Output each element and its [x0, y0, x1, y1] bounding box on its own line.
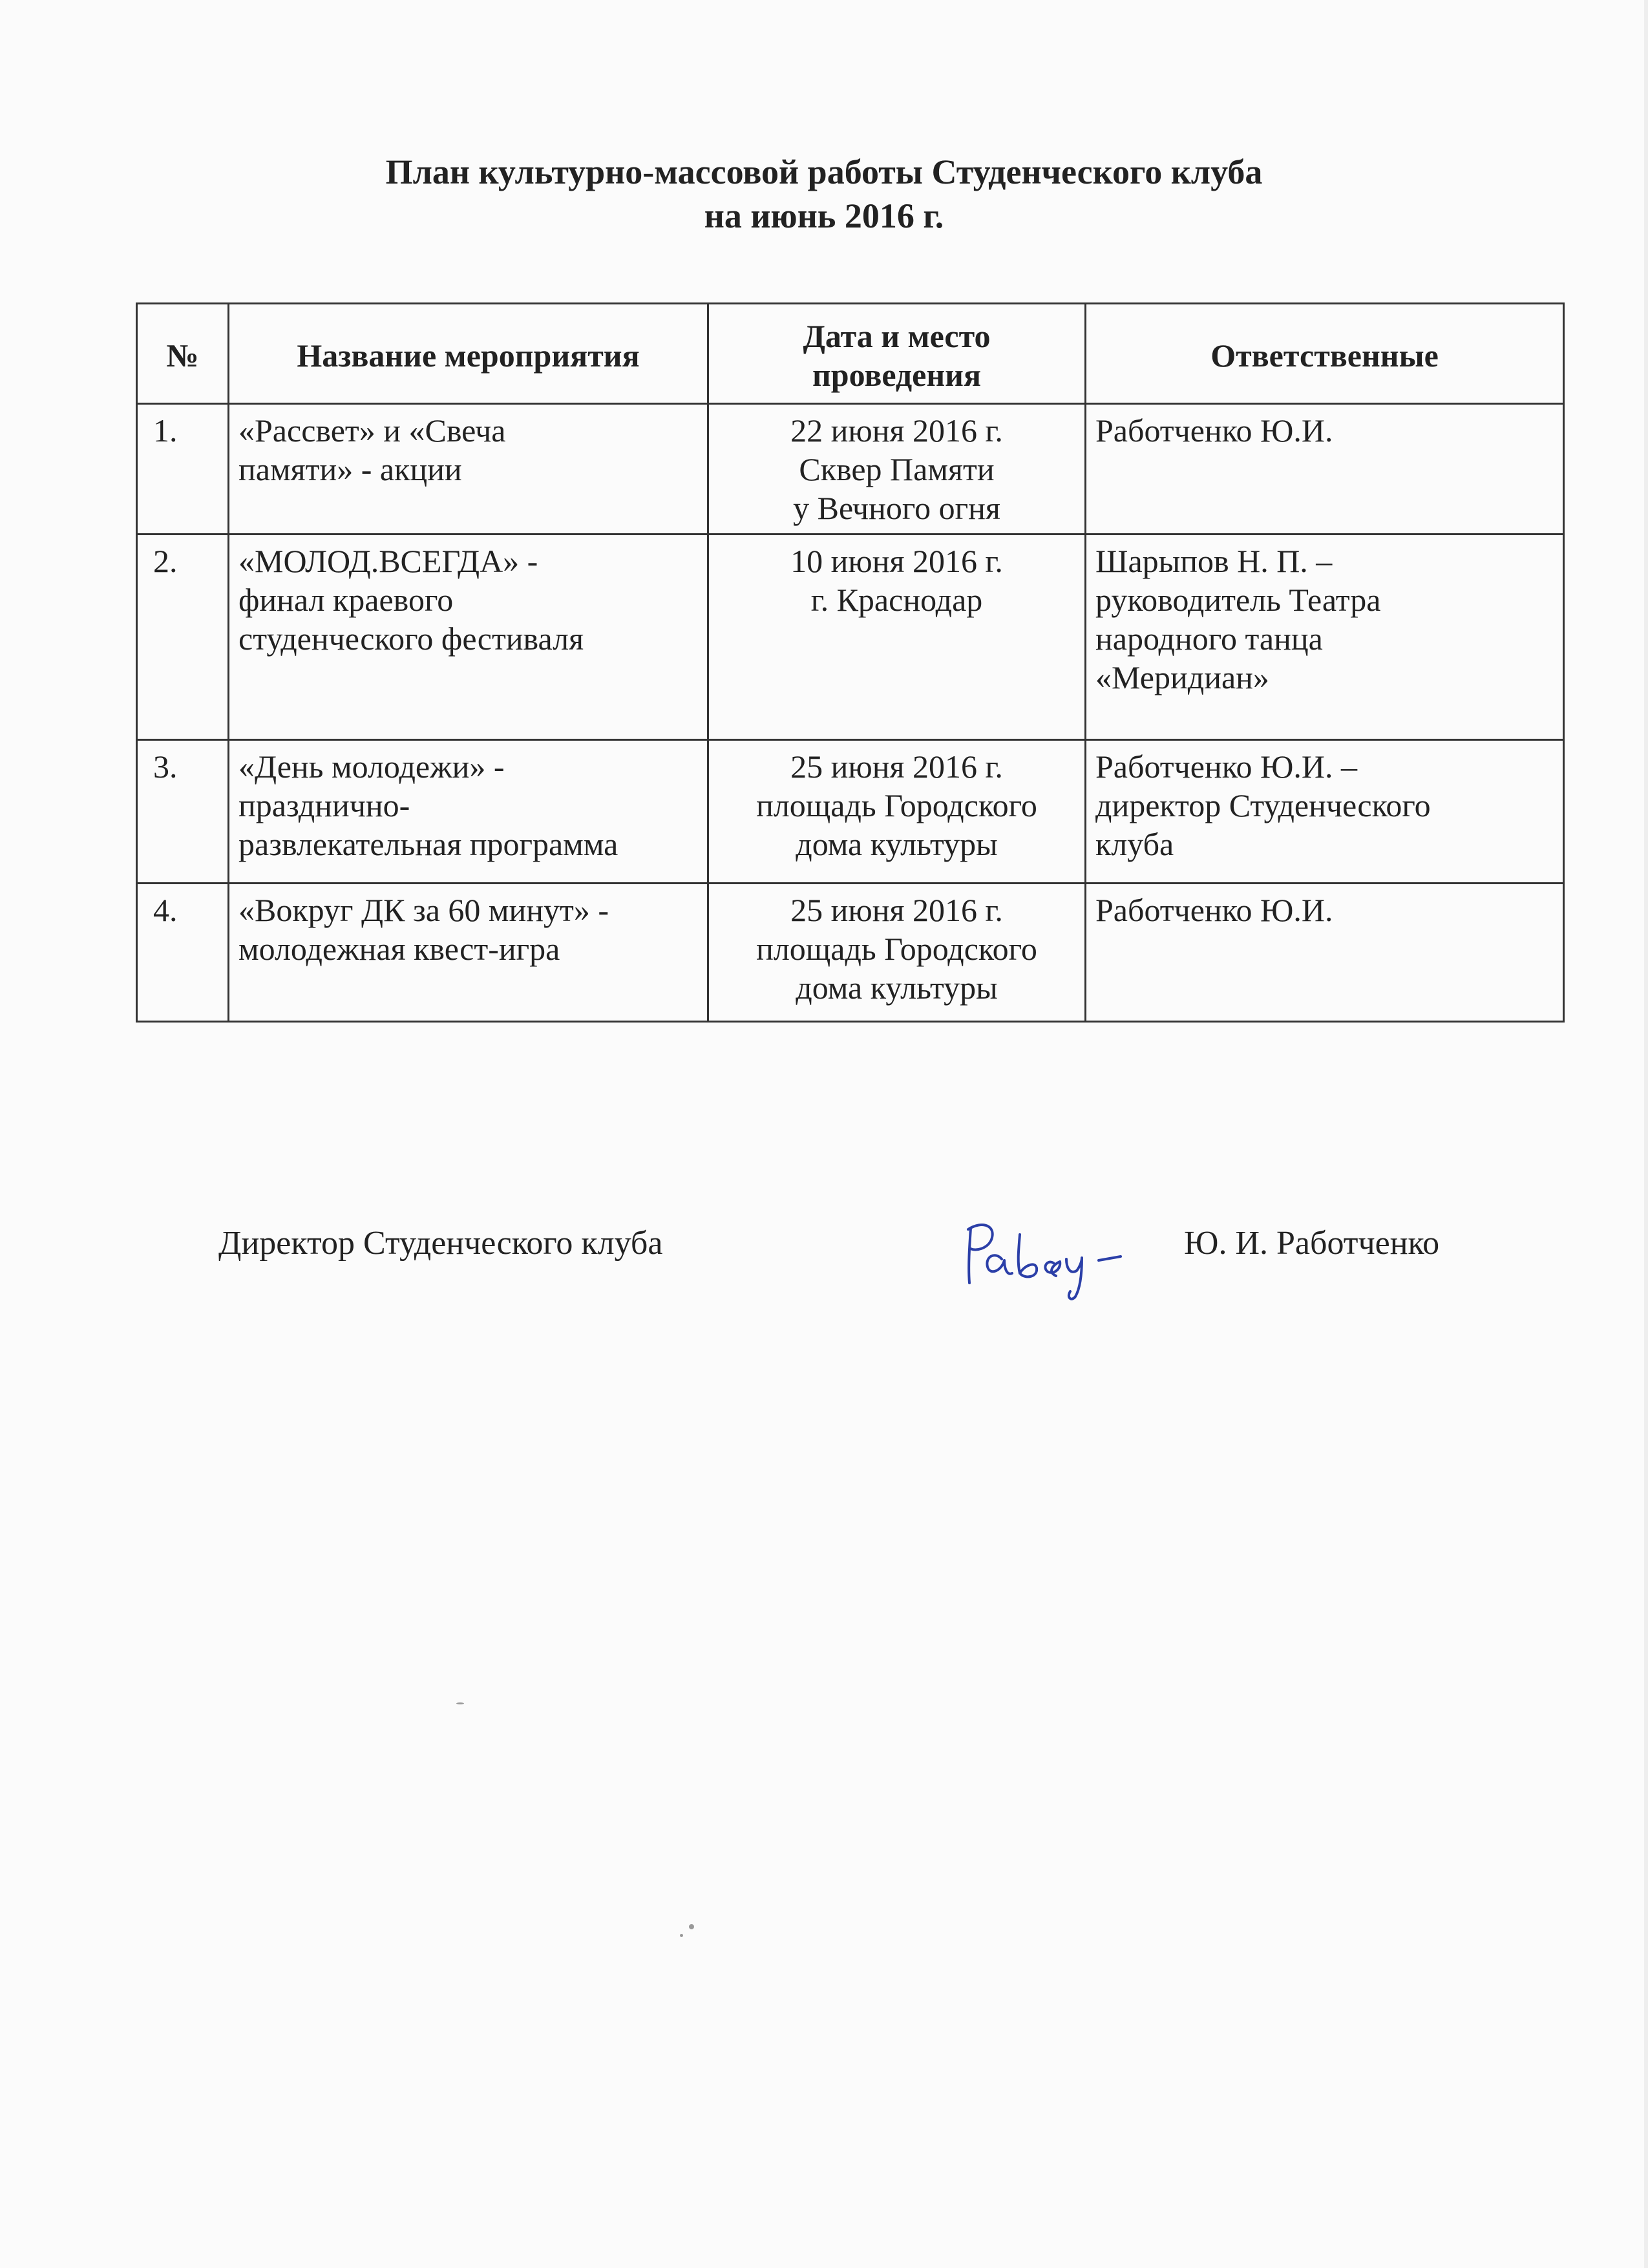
title-line-2: на июнь 2016 г. [704, 196, 944, 235]
event-date-place [708, 404, 1086, 535]
scan-speck [456, 1702, 464, 1704]
handwritten-signature [956, 1209, 1137, 1306]
cell-line: памяти» - акции [238, 451, 462, 487]
cell-line: молодежная квест-игра [238, 931, 560, 967]
event-name [229, 740, 708, 884]
cell-line: Сквер Памяти [799, 451, 995, 487]
event-responsible [1086, 740, 1564, 884]
cell-line: Работченко Ю.И. [1095, 412, 1333, 449]
cell-line: Шарыпов Н. П. – [1095, 543, 1333, 579]
row-number: 1. [137, 404, 229, 535]
header-event-name: Название мероприятия [229, 304, 708, 404]
cell-line: Работченко Ю.И. – [1095, 748, 1357, 785]
signatory-name: Ю. И. Работченко [1184, 1225, 1440, 1262]
header-date-place-line: проведения [812, 357, 982, 393]
cell-line: «МОЛОД.ВСЕГДА» - [238, 543, 538, 579]
cell-line: «День молодежи» - [238, 748, 505, 785]
document-title [0, 150, 1648, 238]
row-number: 4. [137, 884, 229, 1022]
event-date-place [708, 740, 1086, 884]
header-date-place [708, 304, 1086, 404]
signatory-position: Директор Студенческого клуба [218, 1225, 663, 1262]
event-responsible [1086, 884, 1564, 1022]
header-responsible: Ответственные [1086, 304, 1564, 404]
row-number: 2. [137, 535, 229, 740]
cell-line: студенческого фестиваля [238, 620, 584, 657]
cell-line: руководитель Театра [1095, 582, 1381, 618]
cell-line: финал краевого [238, 582, 454, 618]
table-row [137, 884, 1564, 1022]
event-date-place [708, 535, 1086, 740]
cell-line: 22 июня 2016 г. [790, 412, 1003, 449]
event-name [229, 404, 708, 535]
cell-line: «Меридиан» [1095, 659, 1269, 695]
table-header-row [137, 304, 1564, 404]
scan-speck [680, 1934, 683, 1937]
cell-line: у Вечного огня [793, 490, 1000, 526]
cell-line: развлекательная программа [238, 826, 618, 862]
cell-line: 25 июня 2016 г. [790, 748, 1003, 785]
table-row [137, 535, 1564, 740]
cell-line: Работченко Ю.И. [1095, 892, 1333, 928]
cell-line: 25 июня 2016 г. [790, 892, 1003, 928]
table-row [137, 740, 1564, 884]
cell-line: народного танца [1095, 620, 1323, 657]
row-number: 3. [137, 740, 229, 884]
title-line-1: План культурно-массовой работы Студенческого клуба [385, 153, 1263, 191]
scan-speck [689, 1924, 694, 1929]
cell-line: директор Студенческого [1095, 787, 1431, 823]
cell-line: клуба [1095, 826, 1174, 862]
event-name [229, 535, 708, 740]
cell-line: 10 июня 2016 г. [790, 543, 1003, 579]
cell-line: г. Краснодар [810, 582, 983, 618]
cell-line: «Вокруг ДК за 60 минут» - [238, 892, 609, 928]
cell-line: «Рассвет» и «Свеча [238, 412, 506, 449]
cell-line: дома культуры [796, 970, 998, 1006]
event-name [229, 884, 708, 1022]
signature-block [0, 1223, 1648, 1300]
event-responsible [1086, 404, 1564, 535]
cell-line: площадь Городского [756, 787, 1037, 823]
table-row [137, 404, 1564, 535]
event-date-place [708, 884, 1086, 1022]
events-table [136, 302, 1565, 1023]
cell-line: дома культуры [796, 826, 998, 862]
cell-line: площадь Городского [756, 931, 1037, 967]
header-number: № [137, 304, 229, 404]
event-responsible [1086, 535, 1564, 740]
header-date-place-line: Дата и место [803, 318, 991, 354]
cell-line: празднично- [238, 787, 410, 823]
